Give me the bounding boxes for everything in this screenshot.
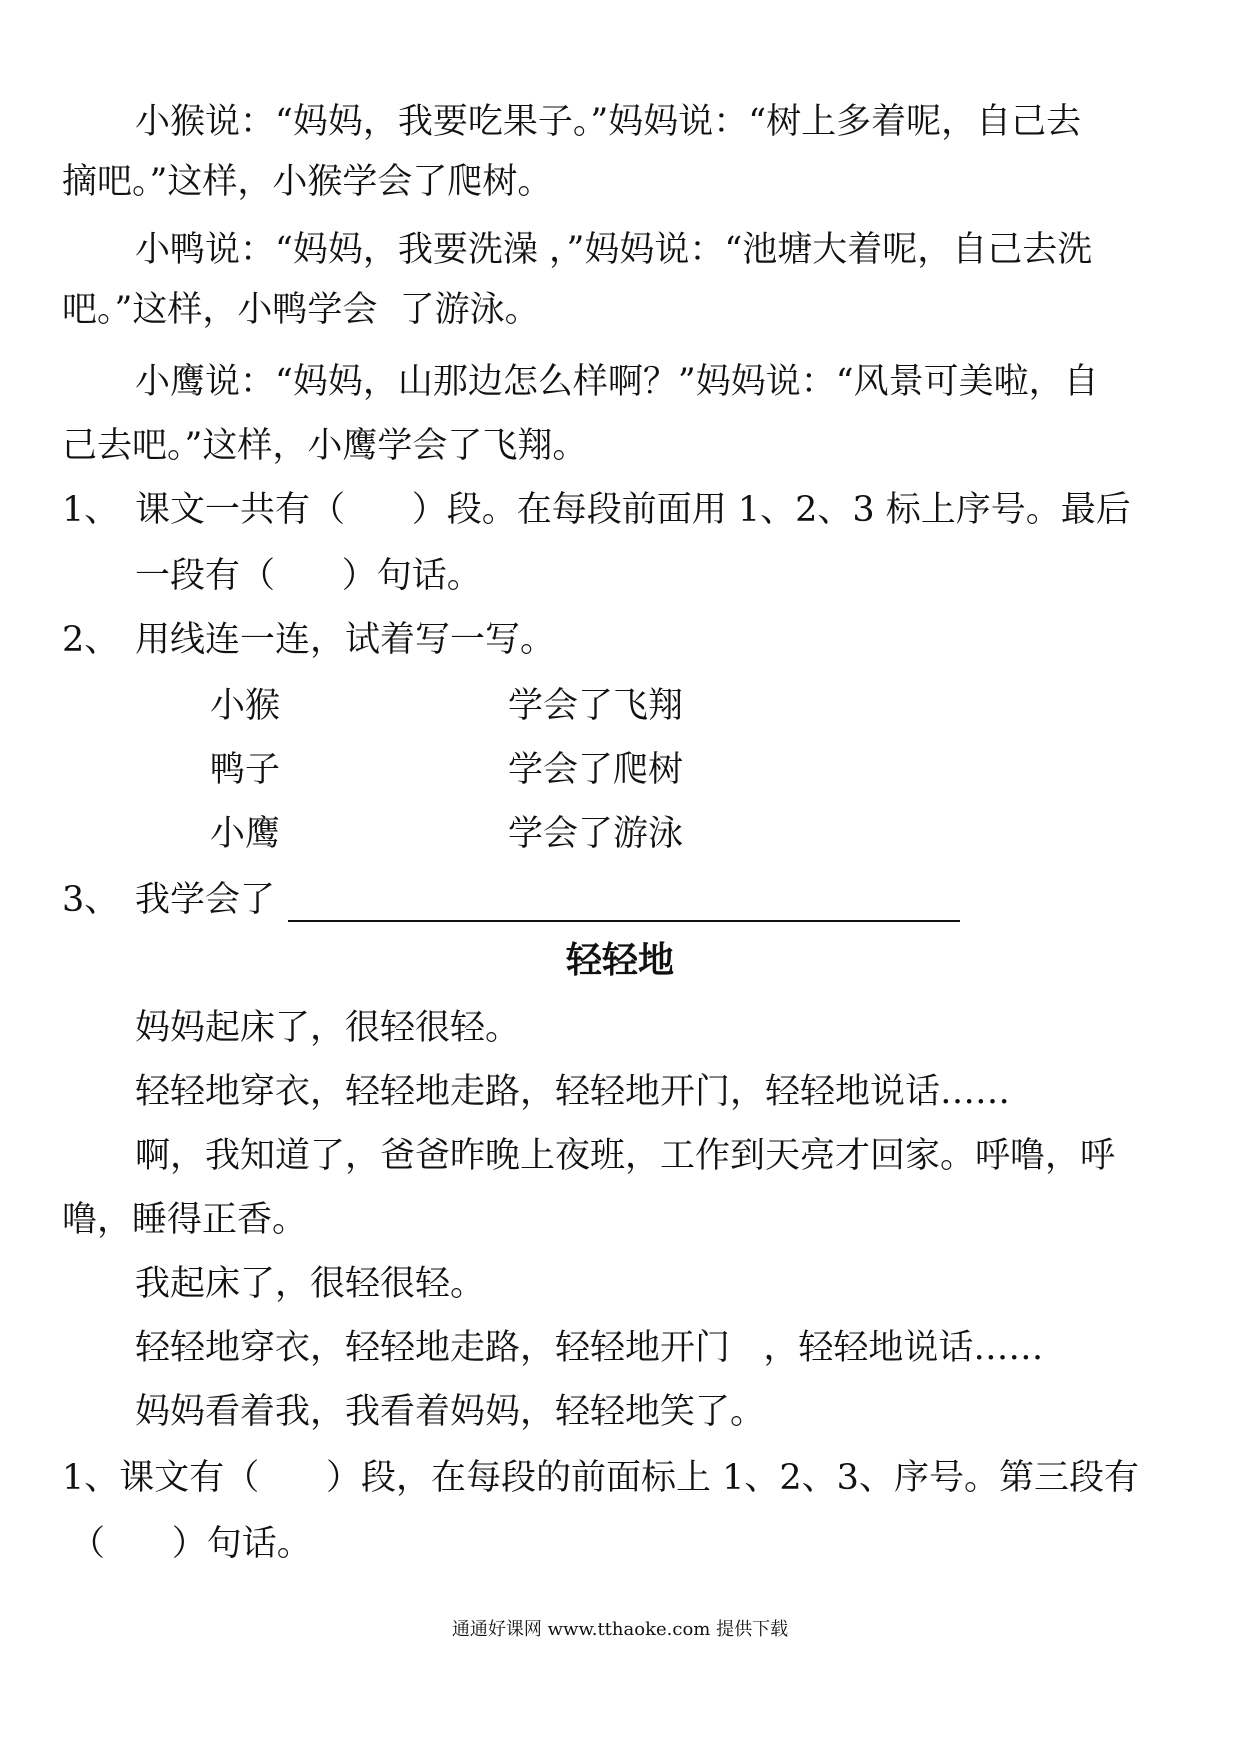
question1-line2: 一段有（ ）句话。	[135, 556, 482, 596]
question1-line1: 课文一共有（ ）段。在每段前面用 1、2、3 标上序号。最后	[135, 490, 1131, 530]
question2-text: 用线连一连，试着写一写。	[135, 620, 556, 660]
passage1-p1-line1: 小猴说：“妈妈，我要吃果子。”妈妈说：“树上多着呢，自己去	[135, 102, 1082, 142]
question1-number: 1、	[62, 490, 120, 530]
passage2-line1: 妈妈起床了，很轻很轻。	[135, 1008, 521, 1048]
passage2-line4: 噜，睡得正香。	[62, 1200, 308, 1240]
match-right-item: 学会了爬树	[508, 750, 684, 790]
passage2-question1-line2: （ ）句话。	[70, 1524, 312, 1564]
question2-number: 2、	[62, 620, 120, 660]
passage1-p3-line1: 小鹰说：“妈妈，山那边怎么样啊？”妈妈说：“风景可美啦，自	[135, 362, 1099, 402]
match-left-item: 鸭子	[210, 750, 281, 790]
passage1-p3-line2: 己去吧。”这样，小鹰学会了飞翔。	[62, 426, 588, 466]
footer-credit: 通通好课网 www.tthaoke.com 提供下载	[451, 1619, 789, 1640]
match-left-item: 小猴	[210, 686, 281, 726]
answer-blank-line	[288, 920, 960, 922]
passage2-question1-line1: 1、课文有（ ）段，在每段的前面标上 1、2、3、序号。第三段有	[62, 1458, 1139, 1498]
passage1-p1-line2: 摘吧。”这样，小猴学会了爬树。	[62, 162, 553, 202]
match-right-item: 学会了飞翔	[508, 686, 684, 726]
passage2-line6: 轻轻地穿衣，轻轻地走路，轻轻地开门 ，轻轻地说话……	[135, 1328, 1044, 1368]
match-right-item: 学会了游泳	[508, 814, 684, 854]
passage1-p2-line2: 吧。”这样，小鸭学会 了游泳。	[62, 290, 540, 330]
question3-number: 3、	[62, 880, 120, 920]
passage2-title: 轻轻地	[565, 939, 674, 981]
match-left-item: 小鹰	[210, 814, 281, 854]
passage2-line2: 轻轻地穿衣，轻轻地走路，轻轻地开门，轻轻地说话……	[135, 1072, 1011, 1112]
passage2-line3: 啊，我知道了，爸爸昨晚上夜班，工作到天亮才回家。呼噜，呼	[135, 1136, 1116, 1176]
question3-text: 我学会了	[135, 880, 276, 920]
passage2-line5: 我起床了，很轻很轻。	[135, 1264, 486, 1304]
passage1-p2-line1: 小鸭说：“妈妈，我要洗澡 ，”妈妈说：“池塘大着呢，自己去洗	[135, 230, 1093, 270]
passage2-line7: 妈妈看着我，我看着妈妈，轻轻地笑了。	[135, 1392, 766, 1432]
